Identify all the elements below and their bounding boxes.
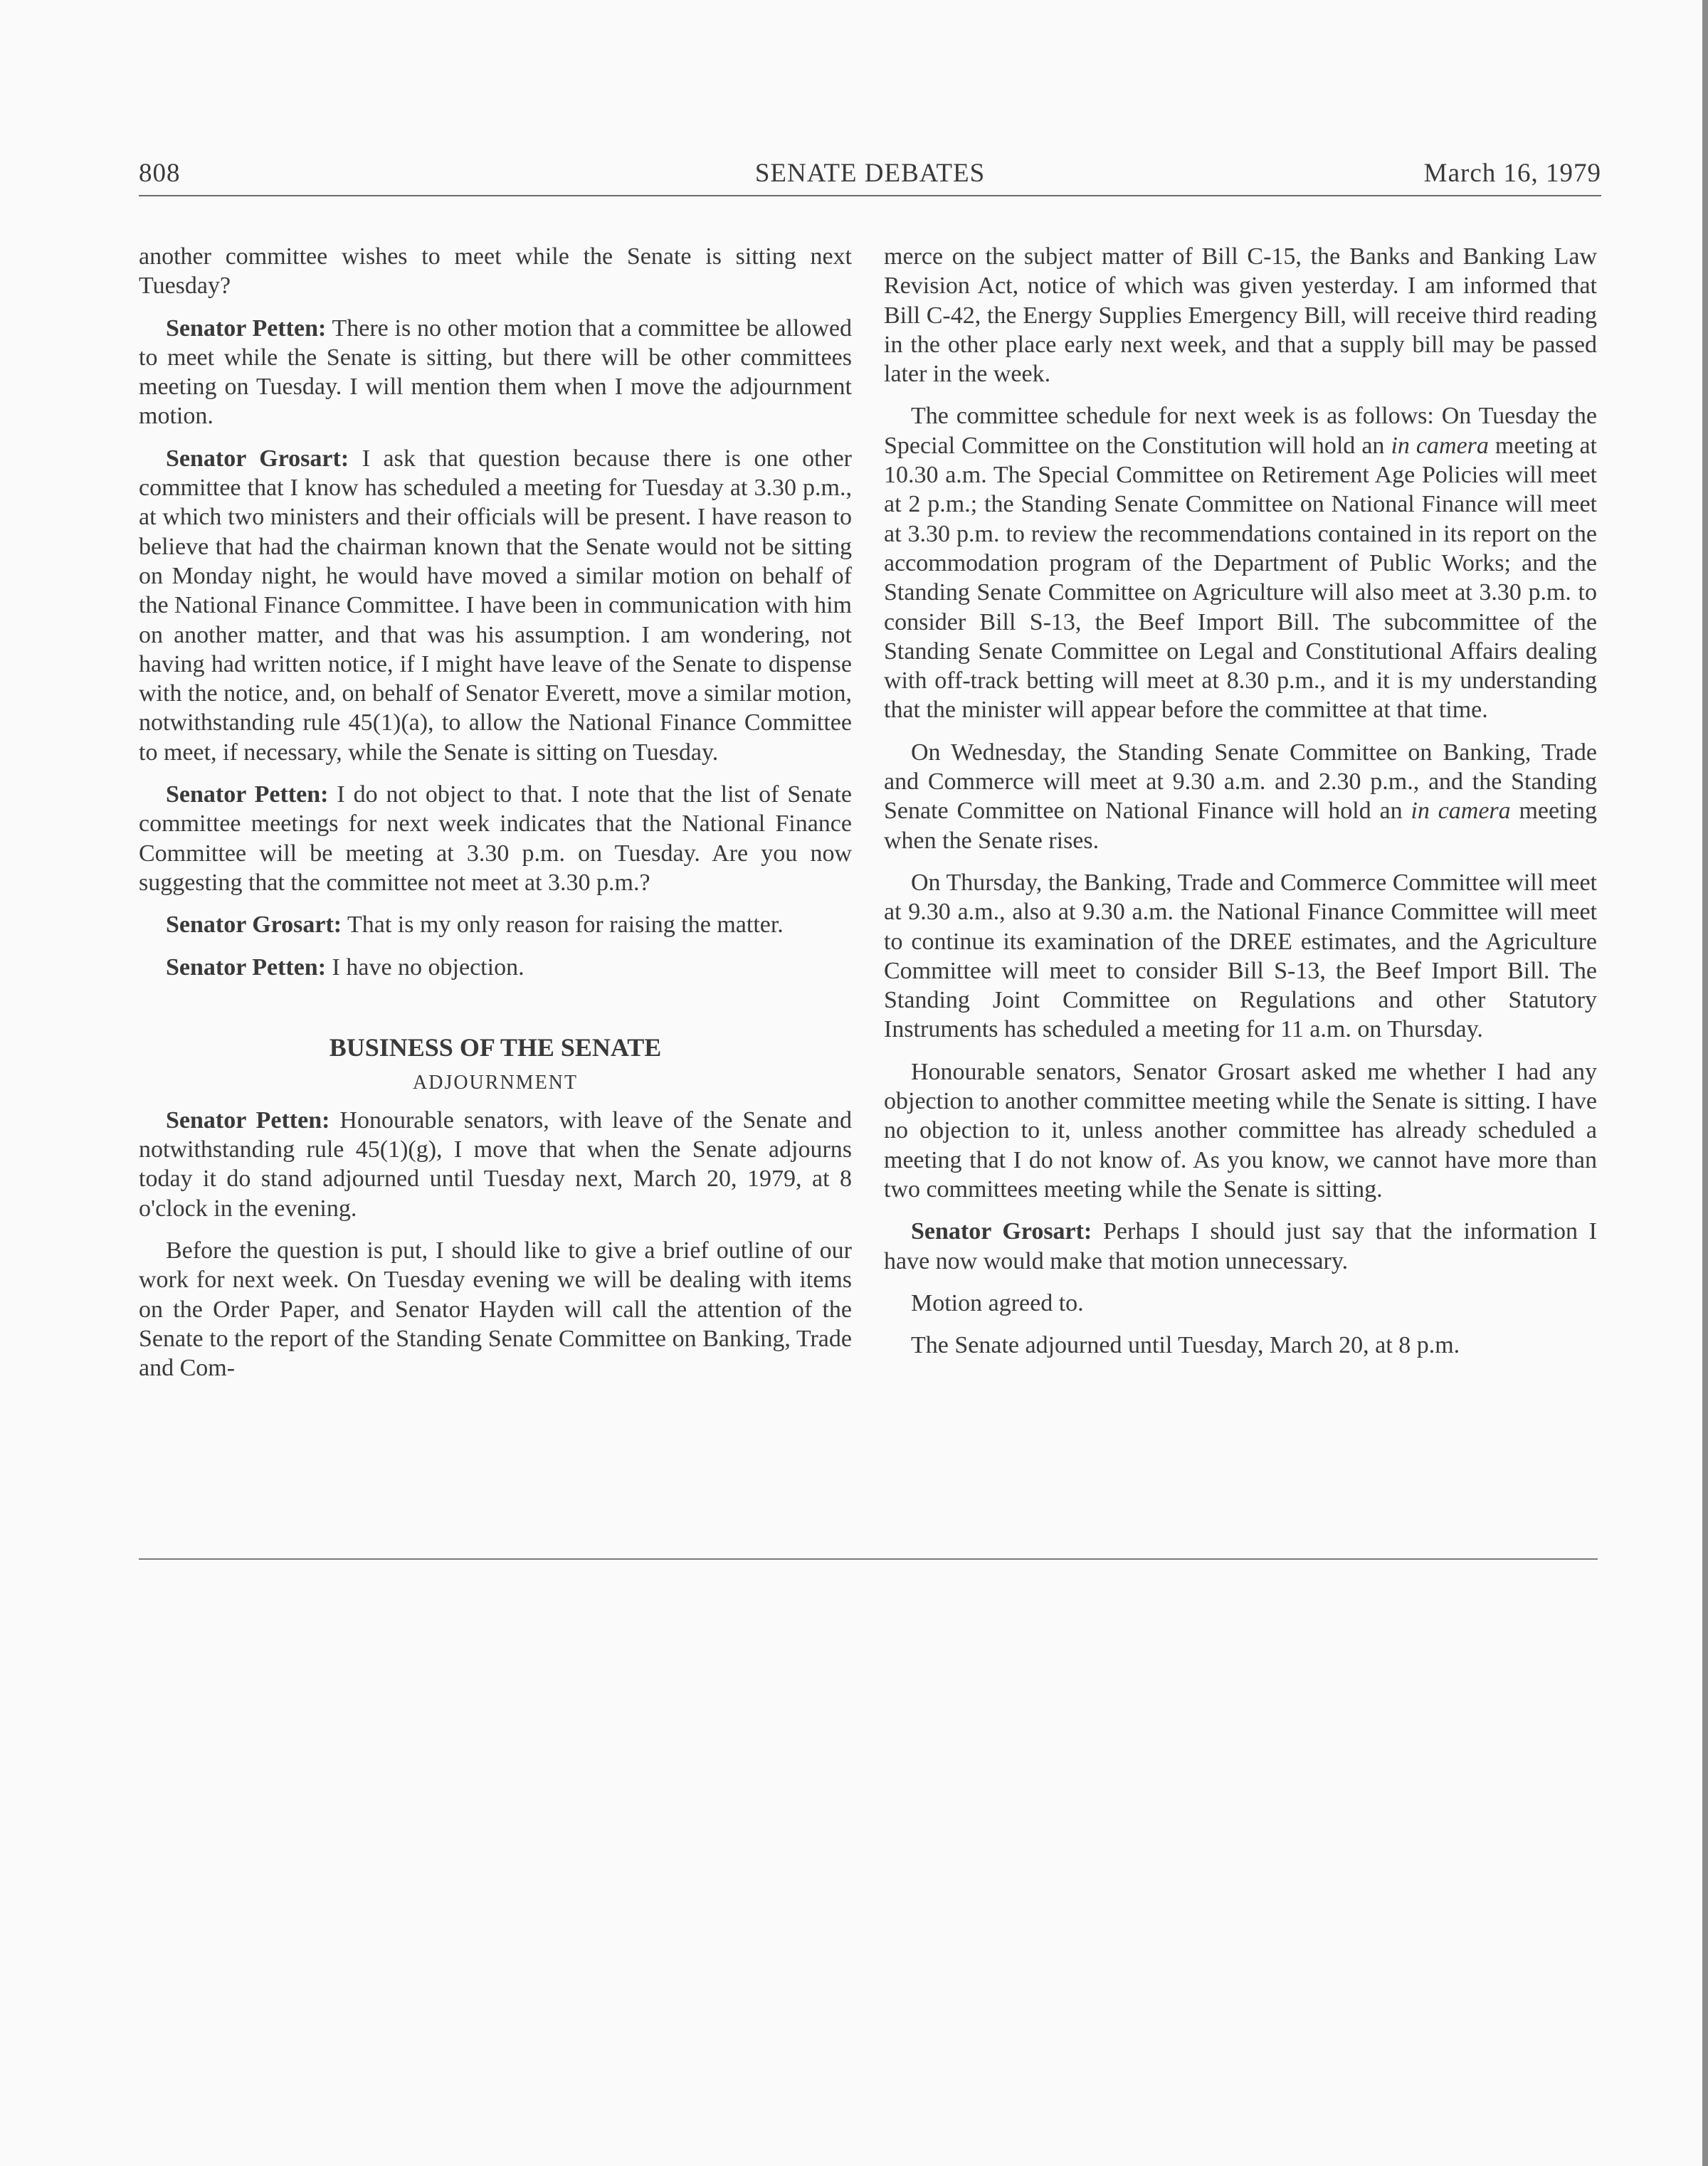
paragraph: Senator Petten: I have no objection. bbox=[166, 953, 524, 981]
paragraph: The Senate adjourned until Tuesday, March 20, at 8 p.m. bbox=[911, 1332, 1460, 1359]
paragraph: merce on the subject matter of Bill C-15, the Banks and Banking Law Revision Act, notice of which was given yesterday. I am informed that Bill C-42, the Energy Supplies Emergency Bill, will receive third reading in the other place early next week, and that a supply bill may be passed later in the week. bbox=[884, 243, 1597, 388]
paragraph: Honourable senators, Senator Grosart asked me whether I had any objection to another committee meeting while the Senate is sitting. I have no objection to it, unless another committee has already scheduled a meeting that I do not know of. As you know, we cannot have more than two committees meeting while the Senate is sitting. bbox=[884, 1058, 1597, 1203]
paragraph: On Thursday, the Banking, Trade and Commerce Committee will meet at 9.30 a.m., also at 9.30 a.m. the National Finance Committee will meet to continue its examination of the DREE estimates, and the Agriculture Committee will meet to consider Bill S-13, the Beef Import Bill. The Standing Joint Committee on Regulations and other Statutory Instruments has scheduled a meeting for 11 a.m. on Thursday. bbox=[884, 869, 1597, 1043]
italic-term: in camera bbox=[1391, 432, 1489, 459]
speaker-name: Senator Grosart: bbox=[166, 445, 349, 472]
paragraph: Senator Grosart: I ask that question because there is one other committee that I know has scheduled a meeting for Tuesday at 3.30 p.m., at which two ministers and their officials will be present. I have reason to believe that had the chairman known that the Senate would not be sitting on Monday night, he would have moved a similar motion on behalf of the National Finance Committee. I have been in communication with him on another matter, and that was his assumption. I am wondering, not having had written notice, if I might have leave of the Senate to dispense with the notice, and, on behalf of Senator Everett, move a similar motion, notwithstanding rule 45(1)(a), to allow the National Finance Committee to meet, if necessary, while the Senate is sitting on Tuesday. bbox=[139, 445, 853, 766]
page-edge-shadow bbox=[1702, 0, 1708, 2166]
paragraph: Before the question is put, I should like to give a brief outline of our work for next week. On Tuesday evening we will be dealing with items on the Order Paper, and Senator Hayden will call the attention of the Senate to the report of the Standing Senate Committee on Banking, Trade and Com- bbox=[139, 1237, 852, 1382]
left-column bbox=[139, 242, 852, 1396]
speaker-name: Senator Petten: bbox=[166, 953, 327, 981]
paragraph: Senator Grosart: That is my only reason for raising the matter. bbox=[166, 912, 784, 939]
italic-term: in camera bbox=[1411, 798, 1511, 825]
footer-rule bbox=[139, 1558, 1598, 1560]
speaker-name: Senator Petten: bbox=[166, 781, 329, 808]
paragraph: Senator Grosart: Perhaps I should just say that the information I have now would make that motion unnecessary. bbox=[884, 1218, 1597, 1274]
page-date: March 16, 1979 bbox=[1423, 159, 1601, 188]
paragraph: Motion agreed to. bbox=[911, 1289, 1084, 1316]
section-title: BUSINESS OF THE SENATE bbox=[329, 1032, 662, 1062]
paragraph: Senator Petten: Honourable senators, with leave of the Senate and notwithstanding rule 45(1)(g), I move that when the Senate adjourns today it do stand adjourned until Tuesday next, March 20, 1979, at 8 o'clock in the evening. bbox=[139, 1106, 852, 1222]
speaker-name: Senator Petten: bbox=[166, 1106, 330, 1134]
speaker-name: Senator Grosart: bbox=[166, 912, 342, 939]
speaker-name: Senator Petten: bbox=[166, 315, 327, 342]
paragraph: The committee schedule for next week is as follows: On Tuesday the Special Committee on the Constitution will hold an in camera meeting at 10.30 a.m. The Special Committee on Retirement Age Policies will meet at 2 p.m.; the Standing Senate Committee on National Finance will meet at 3.30 p.m. to review the recommendations contained in its report on the accommodation program of the Department of Public Works; and the Standing Senate Committee on Agriculture will also meet at 3.30 p.m. to consider Bill S-13, the Beef Import Bill. The subcommittee of the Standing Senate Committee on Legal and Constitutional Affairs dealing with off-track betting will meet at 8.30 p.m., and it is my understanding that the minister will appear before the committee at that time. bbox=[884, 403, 1598, 724]
page-header bbox=[139, 152, 1601, 196]
section-subtitle: ADJOURNMENT bbox=[413, 1071, 578, 1094]
paragraph: Senator Petten: I do not object to that. I note that the list of Senate committee meetings for next week indicates that the National Finance Committee will be meeting at 3.30 p.m. on Tuesday. Are you now suggesting that the committee not meet at 3.30 p.m.? bbox=[139, 781, 852, 896]
paragraph: Senator Petten: There is no other motion that a committee be allowed to meet while the Senate is sitting, but there will be other committees meeting on Tuesday. I will mention them when I move the adjournment motion. bbox=[139, 315, 852, 430]
paragraph: On Wednesday, the Standing Senate Committee on Banking, Trade and Commerce will meet at 9.30 a.m. and 2.30 p.m., and the Standing Senate Committee on National Finance will hold an in camera meeting when the Senate rises. bbox=[884, 739, 1598, 854]
paragraph: another committee wishes to meet while the Senate is sitting next Tuesday? bbox=[139, 243, 852, 300]
right-column bbox=[884, 242, 1597, 1373]
running-title: SENATE DEBATES bbox=[754, 159, 986, 188]
speaker-name: Senator Grosart: bbox=[911, 1218, 1092, 1245]
page-number: 808 bbox=[139, 159, 181, 188]
